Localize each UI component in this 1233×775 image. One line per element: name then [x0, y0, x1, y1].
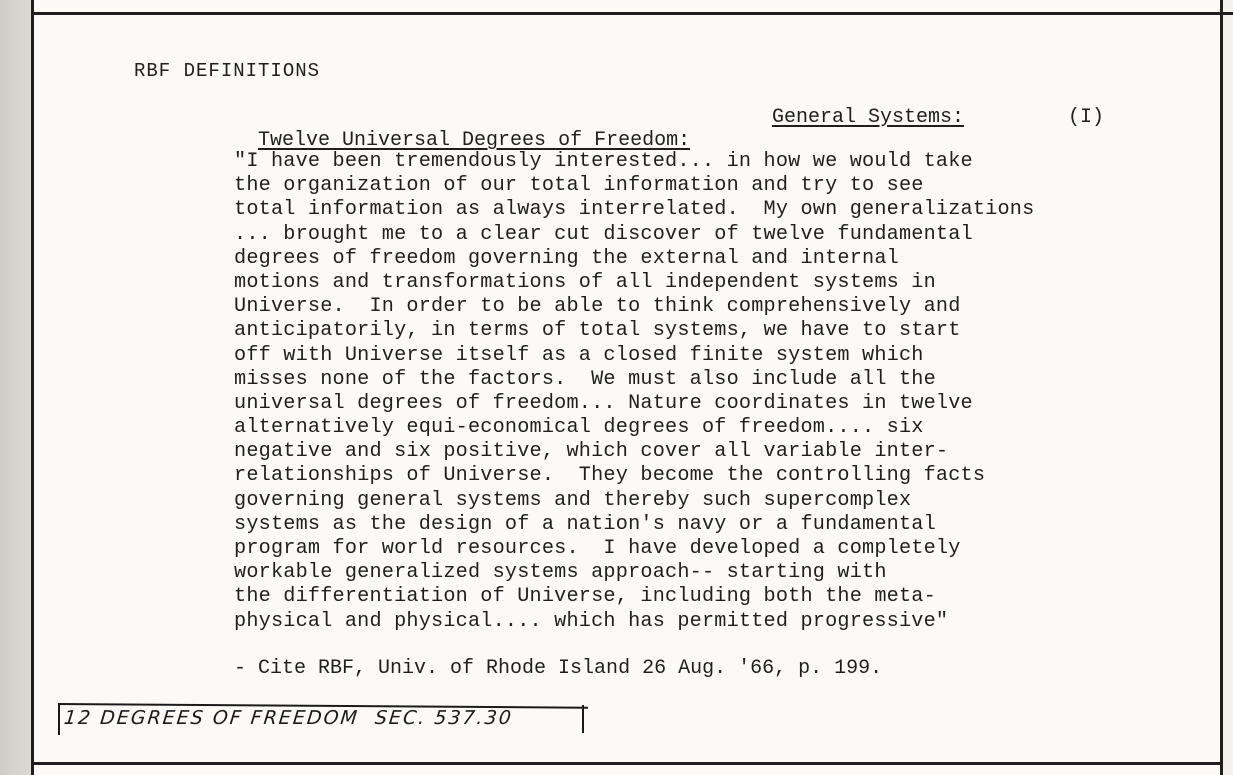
handwritten-left-bracket — [58, 703, 60, 735]
quote-line: universal degrees of freedom... Nature coordinates in twelve — [234, 391, 973, 415]
bottom-rule — [31, 762, 1223, 765]
quote-line: motions and transformations of all independent systems in — [234, 270, 936, 294]
quote-body — [234, 150, 1034, 634]
quote-line: program for world resources. I have developed a completely — [234, 537, 961, 560]
handwritten-right-bracket — [582, 705, 584, 733]
quote-line: governing general systems and thereby such supercomplex — [234, 488, 912, 512]
quote-line: negative and six positive, which cover all variable inter- — [234, 440, 949, 464]
entry-section-number: (I) — [1068, 106, 1105, 129]
card-header-label: RBF DEFINITIONS — [134, 60, 321, 82]
entry-title: Twelve Universal Degrees of Freedom: — [258, 129, 691, 152]
quote-line: physical and physical.... which has permitted progressive" — [234, 609, 949, 633]
quote-line: workable generalized systems approach-- starting with — [234, 561, 887, 585]
quote-line: anticipatorily, in terms of total systems, we have to start — [234, 319, 961, 343]
quote-line: alternatively equi-economical degrees of freedom.... six — [234, 416, 924, 440]
quote-line: "I have been tremendously interested... in how we would take — [234, 150, 973, 173]
handwritten-annotation — [58, 701, 590, 741]
quote-line: Universe. In order to be able to think comprehensively and — [234, 295, 961, 319]
left-margin-strip — [0, 0, 31, 775]
right-edge — [1223, 0, 1233, 775]
quote-line: systems as the design of a nation's navy or a fundamental — [234, 512, 936, 536]
quote-line: the organization of our total information and try to see — [234, 174, 924, 198]
citation: - Cite RBF, Univ. of Rhode Island 26 Aug. '66, p. 199. — [234, 657, 883, 680]
quote-line: off with Universe itself as a closed finite system which — [234, 343, 924, 367]
quote-line: degrees of freedom governing the external and internal — [234, 246, 899, 270]
quote-line: ... brought me to a clear cut discover of twelve fundamental — [234, 222, 973, 246]
quote-line: the differentiation of Universe, including both the meta- — [234, 585, 936, 609]
top-rule — [31, 12, 1223, 15]
quote-line: misses none of the factors. We must also include all the — [234, 367, 936, 391]
quote-line: total information as always interrelated. My own generalizations — [234, 198, 1035, 222]
entry-subtitle: General Systems: — [772, 106, 965, 129]
handwritten-note-text: 12 DEGREES OF FREEDOM SEC. 537.30 — [62, 707, 515, 729]
quote-line: relationships of Universe. They become the controlling facts — [234, 464, 986, 488]
